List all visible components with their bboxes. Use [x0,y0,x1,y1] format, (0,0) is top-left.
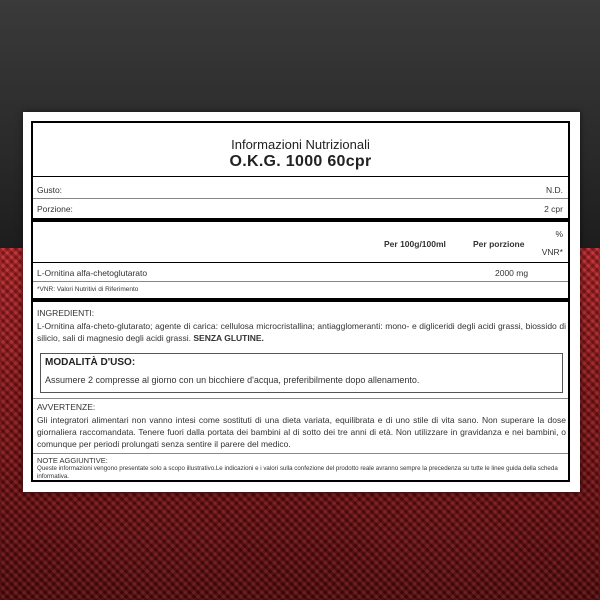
notes-title: NOTE AGGIUNTIVE: [37,456,108,465]
divider-usage [33,398,568,399]
vnr-header: VNR* [541,247,563,257]
percent-header: % [555,229,563,239]
nutrient-per-serving: 2000 mg [495,268,529,278]
divider-table-header [33,262,568,263]
divider-warnings [33,453,568,454]
notes-text: Queste informazioni vengono presentate solo a scopo illustrativo.Le indicazioni e i valori sulla confezione del prodotto reale avranno sempre la precedenza su tutte le linee guida della scheda informativa. [37,465,558,480]
nutrition-label-card [23,112,580,492]
serving-label: Porzione: [37,204,73,214]
label-heading: Informazioni Nutrizionali [231,137,370,152]
divider-flavor [33,198,568,199]
serving-value: 2 cpr [544,204,563,214]
warnings-text: Gli integratori alimentari non vanno intesi come sostituti di una dieta variata, equilibrata e di uno stile di vita sano. Non superare la dose giornaliera raccomandata. Tenere fuori dalla portata dei bambini al di sotto dei tre anni di età. Non utilizzare in gravidanza e nei bambini, o comunque per periodi prolungati senza sentire il parere del medico. [37,415,566,449]
divider-thick-serving [33,218,568,222]
ingredients-text: L-Ornitina alfa-cheto-glutarato; agente di carica: cellulosa microcristallina; antiagglomeranti: mono- e digliceridi degli acidi grassi, biossido di silicio, sali di magnesio degli acidi grassi. [37,321,566,343]
divider-title [33,176,568,177]
usage-box [40,353,563,393]
per-100-header: Per 100g/100ml [384,239,446,249]
vnr-note: *VNR: Valori Nutritivi di Riferimento [37,286,139,293]
nutrient-name: L-Ornitina alfa-chetoglutarato [37,268,148,278]
usage-title: MODALITÀ D'USO: [45,357,136,368]
product-name: O.K.G. 1000 60cpr [229,153,372,170]
nutrition-label-frame [31,121,570,482]
flavor-label: Gusto: [37,185,63,195]
gluten-free-text: SENZA GLUTINE. [193,333,264,343]
ingredients-title: INGREDIENTI: [37,308,95,318]
ingredients-paragraph [37,320,566,344]
usage-text: Assumere 2 compresse al giorno con un bicchiere d'acqua, preferibilmente dopo allenamento. [45,375,420,385]
flavor-value: N.D. [546,185,563,195]
divider-row [33,281,568,282]
per-serving-header: Per porzione [473,239,525,249]
warnings-title: AVVERTENZE: [37,402,96,412]
divider-thick-table [33,298,568,302]
